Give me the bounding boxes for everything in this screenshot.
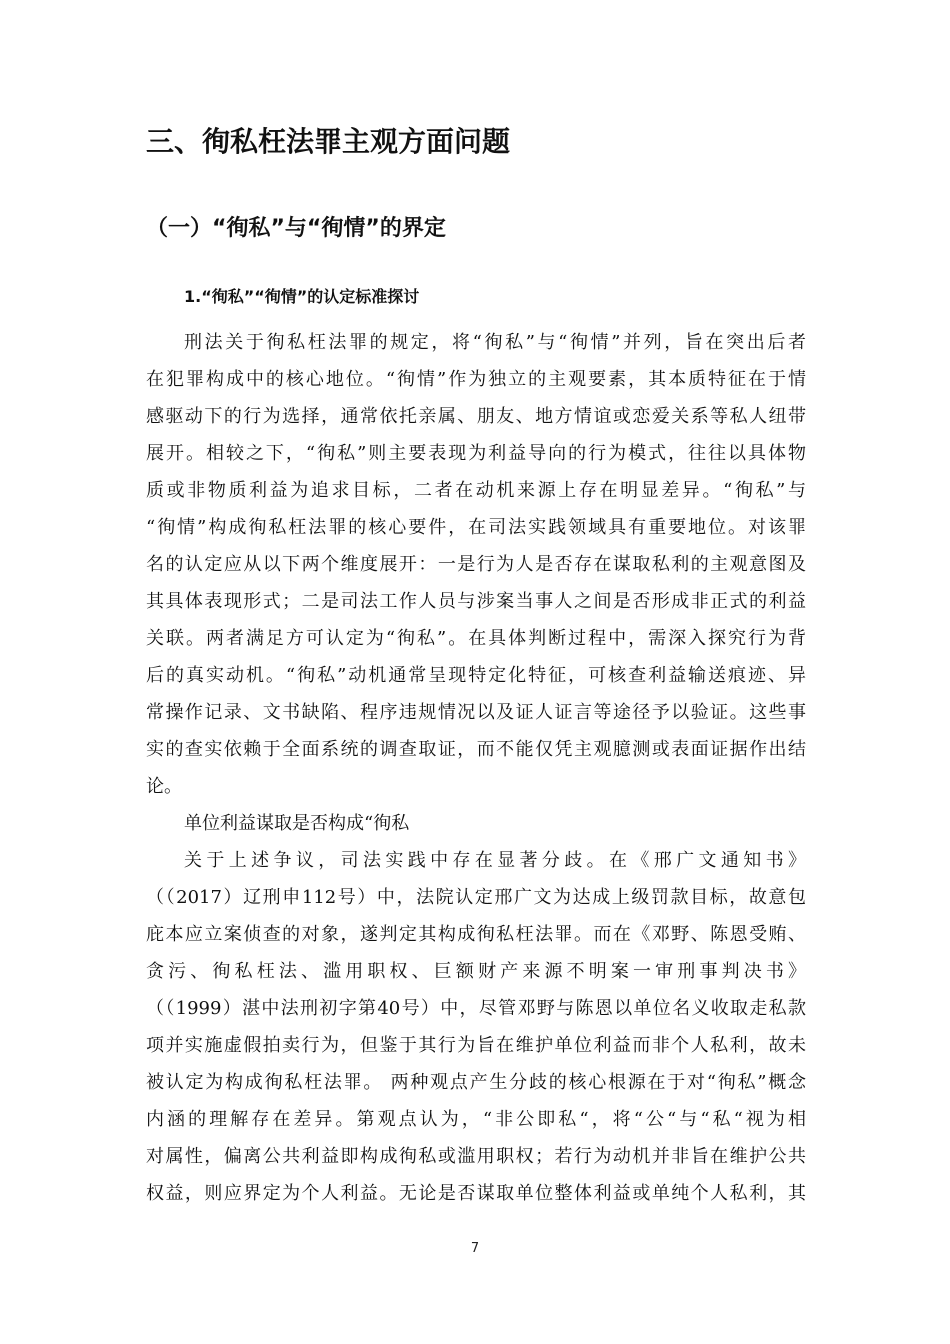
paragraph-line: 贪污、徇私枉法、滥用职权、巨额财产来源不明案一审刑事判决书》 [146,961,806,982]
sub-subsection-title: 1.“徇私”“徇情”的认定标准探讨 [184,287,420,306]
paragraph-line: 其具体表现形式；二是司法工作人员与涉案当事人之间是否形成非正式的利益 [146,591,806,612]
paragraph-line: 庇本应立案侦查的对象，遂判定其构成徇私枉法罪。而在《邓野、陈恩受贿、 [146,924,806,945]
paragraph-line: 被认定为构成徇私枉法罪。 两种观点产生分歧的核心根源在于对“徇私”概念 [146,1072,806,1093]
paragraph-line: 实的查实依赖于全面系统的调查取证，而不能仅凭主观臆测或表面证据作出结 [146,739,806,760]
paragraph-line: 刑法关于徇私枉法罪的规定，将“徇私”与“徇情”并列，旨在突出后者 [184,332,806,353]
paragraph-line: 质或非物质利益为追求目标，二者在动机来源上存在明显差异。“徇私”与 [146,480,806,501]
paragraph-line: 在犯罪构成中的核心地位。“徇情”作为独立的主观要素，其本质特征在于情 [146,369,806,390]
inline-subheading: 单位利益谋取是否构成“徇私 [184,813,410,834]
paragraph-line: 感驱动下的行为选择，通常依托亲属、朋友、地方情谊或恋爱关系等私人纽带 [146,406,806,427]
paragraph-line: 后的真实动机。“徇私”动机通常呈现特定化特征，可核查利益输送痕迹、异 [146,665,806,686]
page-number: 7 [470,1241,480,1256]
paragraph-line: 关于上述争议，司法实践中存在显著分歧。在《邢广文通知书》 [184,850,806,871]
body-text [146,324,806,1212]
paragraph-line: 项并实施虚假拍卖行为，但鉴于其行为旨在维护单位利益而非个人私利，故未 [146,1035,806,1056]
paragraph-line: （（1999）湛中法刑初字第40号）中，尽管邓野与陈恩以单位名义收取走私款 [146,998,806,1019]
paragraph-line: “徇情”构成徇私枉法罪的核心要件，在司法实践领域具有重要地位。对该罪 [146,517,806,538]
subsection-title: （一）“徇私”与“徇情”的界定 [146,216,446,241]
paragraph-line: （（2017）辽刑申112号）中，法院认定邢广文为达成上级罚款目标，故意包 [146,887,806,908]
paragraph-line: 名的认定应从以下两个维度展开：一是行为人是否存在谋取私利的主观意图及 [146,554,806,575]
section-title: 三、徇私枉法罪主观方面问题 [146,125,511,158]
paragraph-line: 对属性，偏离公共利益即构成徇私或滥用职权；若行为动机并非旨在维护公共 [146,1146,806,1167]
paragraph-line: 论。 [146,776,182,797]
paragraph-line: 权益，则应界定为个人利益。无论是否谋取单位整体利益或单纯个人私利，其 [146,1183,806,1204]
paragraph-line: 内涵的理解存在差异。第观点认为，“非公即私“，将“公“与“私“视为相 [146,1109,806,1130]
paragraph-line: 关联。两者满足方可认定为“徇私”。在具体判断过程中，需深入探究行为背 [146,628,806,649]
paragraph-line: 展开。相较之下，“徇私”则主要表现为利益导向的行为模式，往往以具体物 [146,443,806,464]
paragraph-line: 常操作记录、文书缺陷、程序违规情况以及证人证言等途径予以验证。这些事 [146,702,806,723]
